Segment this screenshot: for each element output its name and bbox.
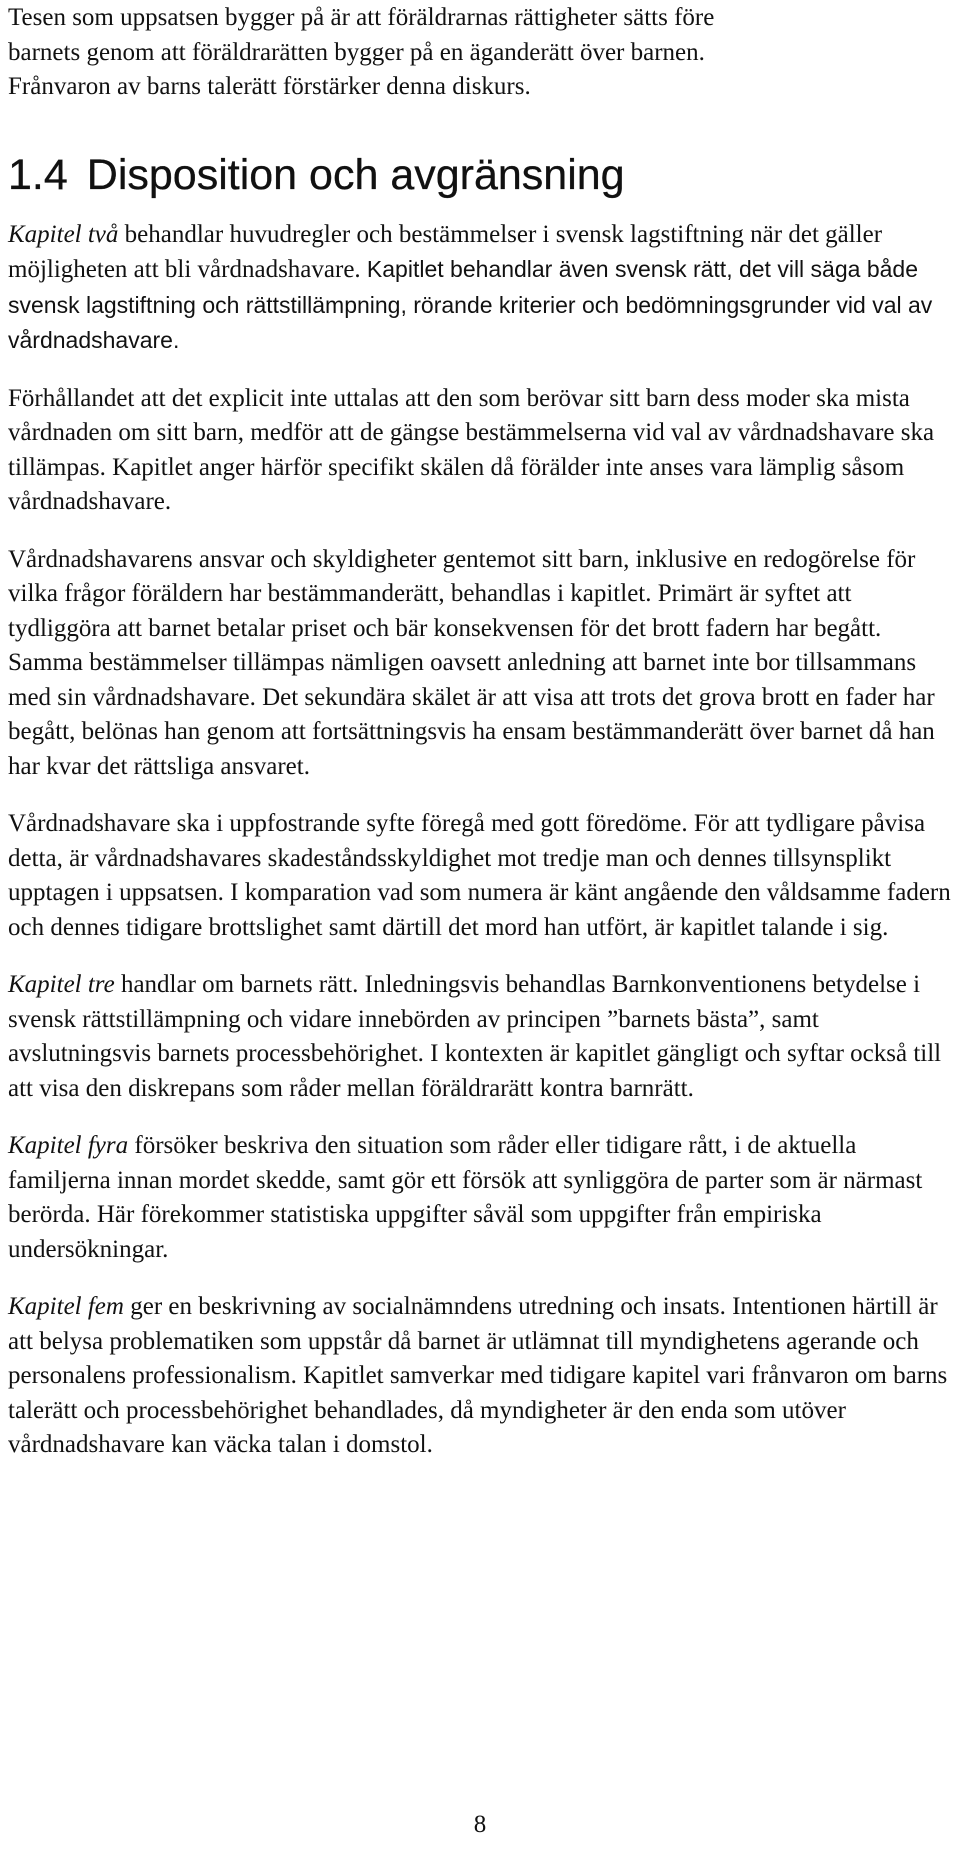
paragraph-guardian-responsibility: Vårdnadshavarens ansvar och skyldigheter gentemot sitt barn, inklusive en redogörelse för vilka frågor föräldern har bestämmanderätt, behandlas i kapitlet. Primärt är syftet att tydliggöra att barnet betalar priset och bär konsekvensen för det brott fadern har begått. Samma bestämmelser tillämpas nämligen oavsett anledning att barnet inte bor tillsammans med sin vårdnadshavare. Det sekundära skälet är att visa att trots det grova brott en fader har begått, belönas han genom att fortsättningsvis ha ensam bestämmanderätt över barnet då han har kvar det rättsliga ansvaret. xyxy=(8,545,935,780)
intro-line-3: Frånvaron av barns talerätt förstärker denna diskurs. xyxy=(8,73,531,100)
chapter-two-text-1: behandlar huvudregler och bestämmelser i svensk lagstiftning när det gäller möjligheten att bli vårdnadshavare. xyxy=(8,220,883,283)
chapter-three-text: handlar om barnets rätt. Inledningsvis behandlas Barnkonventionens betydelse i svensk rättstillämpning och vidare innebörden av principen ”barnets bästa”, samt avslutningsvis barnets processbehörighet. I kontexten är kapitlet gängligt och syftar också till att visa den diskrepans som råder mellan föräldrarätt kontra barnrätt. xyxy=(8,971,942,1102)
section-number: 1.4 xyxy=(8,150,68,199)
paragraph-chapter-five xyxy=(8,1290,953,1463)
chapter-five-text: ger en beskrivning av socialnämndens utredning och insats. Intentionen härtill är att belysa problematiken som uppstår då barnet är utlämnat till myndighetens agerande och personalens professionalism. Kapitlet samverkar med tidigare kapitel vari frånvaron om barns talerätt och processbehörighet behandlades, då myndigheter är den enda som utöver vårdnadshavare kan väcka talan i domstol. xyxy=(8,1293,948,1458)
chapter-four-text: försöker beskriva den situation som råder eller tidigare rått, i de aktuella familjerna innan mordet skedde, samt gör ett försök att synliggöra de parter som är närmast berörda. Här förekommer statistiska uppgifter såväl som uppgifter från empiriska undersökningar. xyxy=(8,1132,923,1263)
page-number: 8 xyxy=(473,1811,487,1838)
paragraph-chapter-four xyxy=(8,1129,953,1267)
chapter-three-label: Kapitel tre xyxy=(8,971,115,998)
intro-paragraph xyxy=(8,1,953,105)
document-page xyxy=(8,0,953,1463)
chapter-two-label: Kapitel två xyxy=(8,220,119,248)
intro-line-2: barnets genom att föräldrarätten bygger på en äganderätt över barnen. xyxy=(8,38,705,66)
section-title: Disposition och avgränsning xyxy=(86,150,625,199)
paragraph-guardian-example: Vårdnadshavare ska i uppfostrande syfte föregå med gott föredöme. För att tydligare påvisa detta, är vårdnadshavares skadeståndsskyldighet mot tredje man och dennes tillsynsplikt upptagen i uppsatsen. I komparation vad som numera är känt angående den våldsamme fadern och dennes tidigare brottslighet samt därtill det mord han utfört, är kapitlet talande i sig. xyxy=(8,810,951,941)
paragraph-relation: Förhållandet att det explicit inte uttalas att den som berövar sitt barn dess moder ska mista vårdnaden om sitt barn, medför att de gängse bestämmelserna vid val av vårdnadshavare ska tillämpas. Kapitlet anger härför specifikt skälen då förälder inte anses vara lämplig såsom vårdnadshavare. xyxy=(8,384,935,515)
section-heading xyxy=(8,149,953,201)
chapter-four-label: Kapitel fyra xyxy=(8,1132,129,1159)
paragraph-chapter-two xyxy=(8,218,953,359)
chapter-five-label: Kapitel fem xyxy=(8,1293,124,1320)
paragraph-chapter-three xyxy=(8,968,953,1106)
intro-line-1: Tesen som uppsatsen bygger på är att föräldrarnas rättigheter sätts före xyxy=(8,4,715,31)
chapter-two-text-2: Kapitlet behandlar även svensk rätt, det vill säga både svensk lagstiftning och rättstillämpning, rörande kriterier och bedömningsgrunder vid val av vårdnadshavare. xyxy=(8,256,933,353)
